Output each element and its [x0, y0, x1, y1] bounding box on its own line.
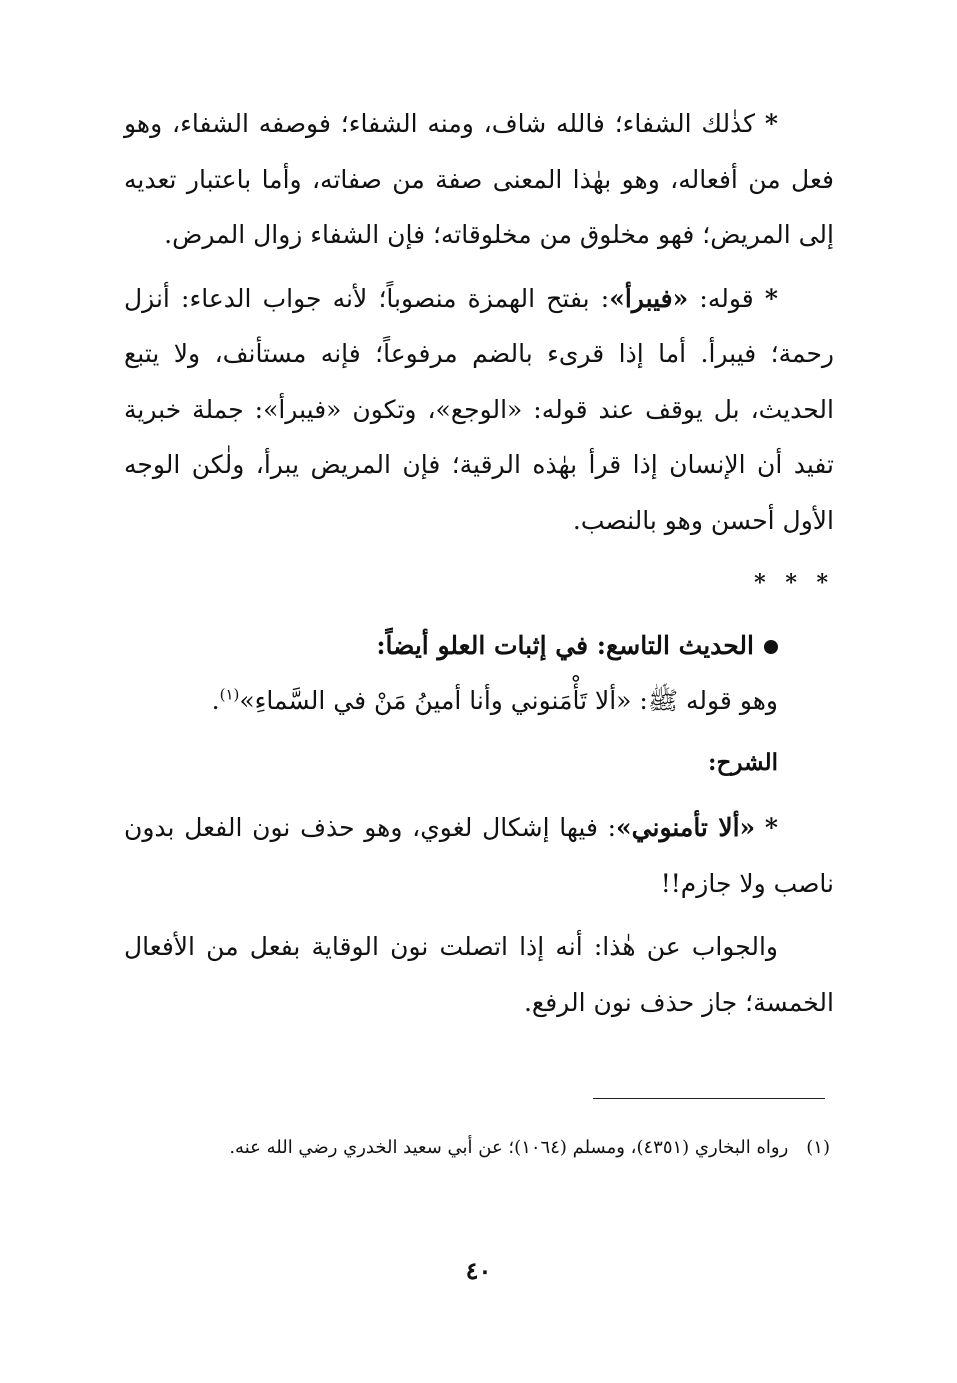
paragraph-text: : فيها إشكال لغوي، وهو حذف نون الفعل بدون ناصب ولا جازم!! [124, 813, 834, 898]
hadith-heading-text: الحديث التاسع: في إثبات العلو أيضاً: [376, 630, 754, 660]
main-text-block [124, 96, 834, 1038]
footnote [124, 1128, 830, 1168]
footnote-text: رواه البخاري (٤٣٥١)، ومسلم (١٠٦٤)؛ عن أبي سعيد الخدري رضي الله عنه. [229, 1137, 789, 1158]
quoted-word: «ألا تأمنوني» [616, 813, 756, 842]
hadith-text [124, 673, 834, 729]
paragraph-star: * [764, 283, 778, 313]
paragraph-lead: قوله: [699, 283, 754, 313]
section-separator: * * * [754, 570, 834, 596]
paragraph-ala-tamanuni [124, 800, 834, 911]
paragraph-fayabra [124, 271, 834, 549]
paragraph-answer [124, 919, 834, 1030]
quoted-word: «فيبرأ» [609, 283, 689, 313]
paragraph-text: كذٰلك الشفاء؛ فالله شاف، ومنه الشفاء؛ فوصفه الشفاء، وهو فعل من أفعاله، وهو بهٰذا المعنى صفة من صفاته، وأما باعتبار تعديه إلى المريض؛ فهو مخلوق من مخلوقاته؛ فإن الشفاء زوال المرض. [124, 109, 834, 249]
paragraph-shifa [124, 96, 834, 263]
paragraph-text: : بفتح الهمزة منصوباً؛ لأنه جواب الدعاء: أنزل رحمة؛ فيبرأ. أما إذا قرىء بالضم مرفوعاً؛ فإنه مستأنف، ولا يتبع الحديث، بل يوقف عند قوله: «الوجع»، وتكون «فيبرأ»: جملة خبرية تفيد أن الإنسان إذا قرأ بهٰذه الرقية؛ فإن المريض يبرأ، ولٰكن الوجه الأول أحسن وهو بالنصب. [124, 283, 834, 535]
sharh-title: الشرح: [708, 748, 778, 776]
footnote-number: (١) [806, 1137, 830, 1158]
hadith-quote: وهو قوله ﷺ: «ألا تَأْمَنوني وأنا أمينُ مَنْ في السَّماءِ» [239, 686, 778, 715]
footnote-reference: (١) [219, 685, 240, 704]
bullet-icon [764, 640, 778, 654]
paragraph-text: والجواب عن هٰذا: أنه إذا اتصلت نون الوقاية بفعل من الأفعال الخمسة؛ جاز حذف نون الرفع. [124, 932, 834, 1017]
page-number: ٤٠ [465, 1256, 492, 1285]
hadith-end: . [211, 686, 220, 715]
hadith-heading [124, 618, 834, 674]
footnote-divider [593, 1098, 825, 1099]
paragraph-star: * [764, 109, 778, 138]
paragraph-star: * [764, 813, 778, 842]
